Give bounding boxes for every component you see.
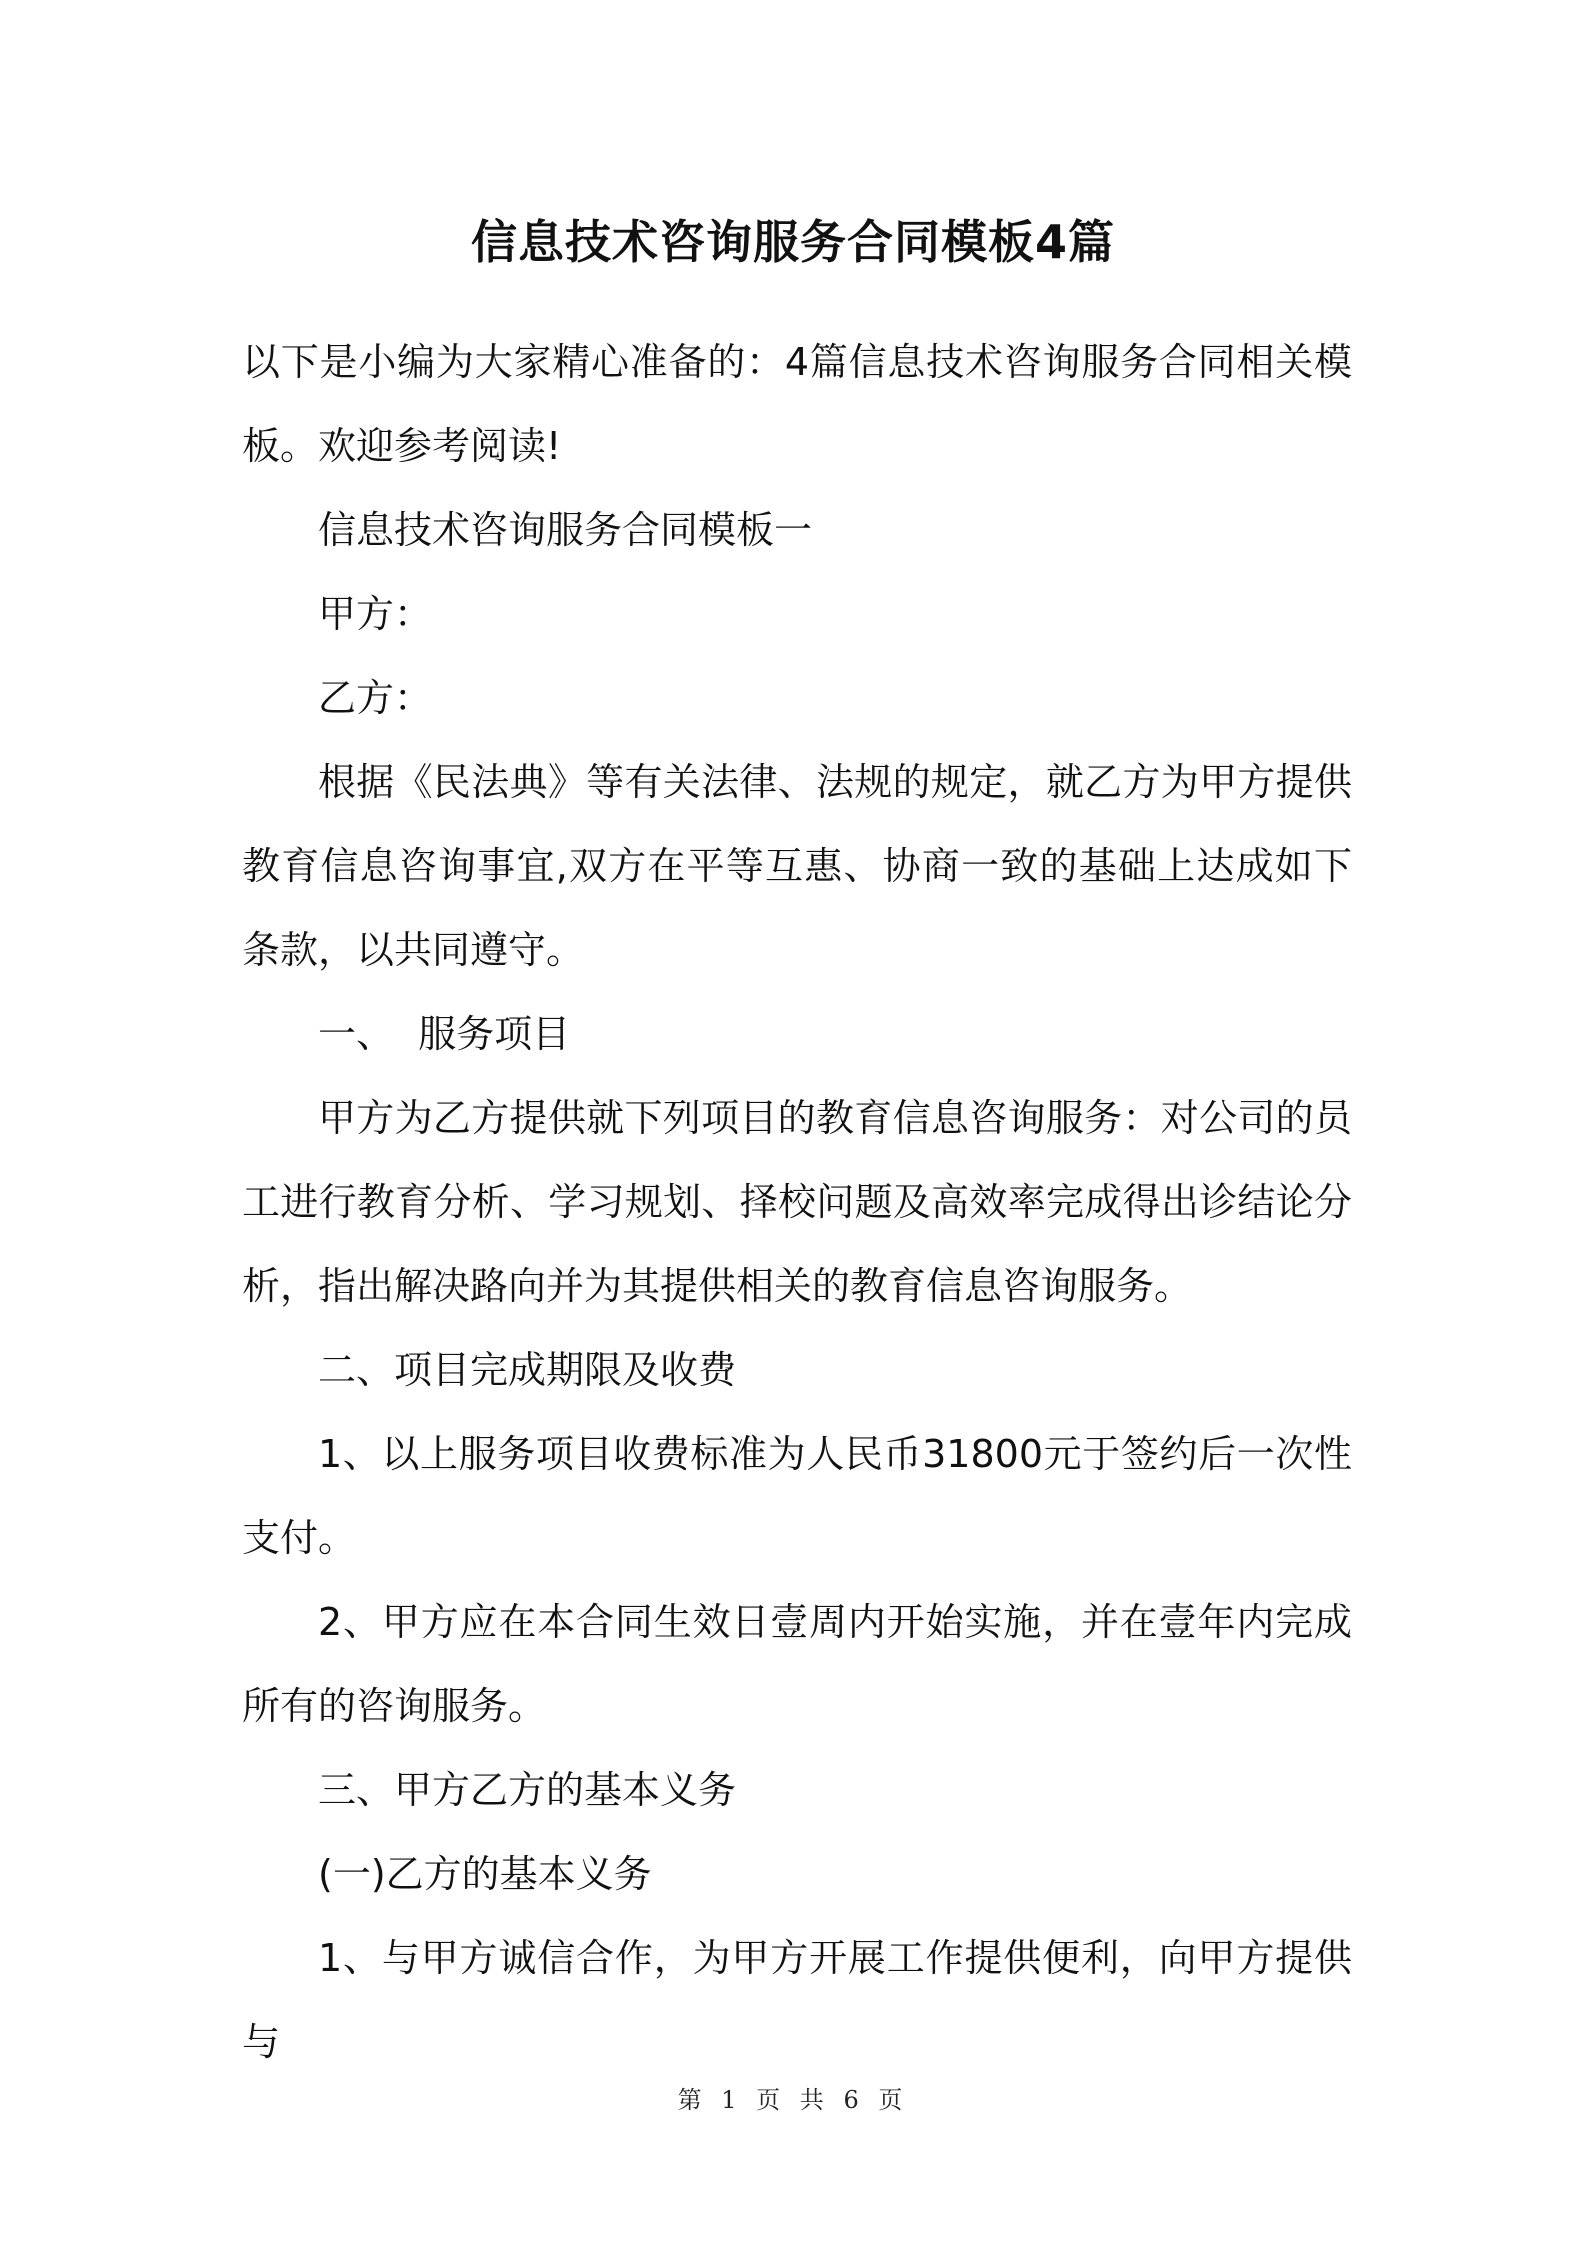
section-heading-term-and-fee: 二、项目完成期限及收费: [318, 1348, 737, 1392]
subsection-heading-party-b-obligations: (一)乙方的基本义务: [318, 1852, 652, 1896]
service-description-paragraph: 甲方为乙方提供就下列项目的教育信息咨询服务：对公司的员工进行教育分析、学习规划、择校问题及高效率完成得出诊结论分析，指出解决路向并为其提供相关的教育信息咨询服务。: [242, 1096, 1352, 1308]
document-title: 信息技术咨询服务合同模板4篇: [470, 215, 1115, 269]
template-heading: 信息技术咨询服务合同模板一: [318, 508, 813, 552]
intro-paragraph: 以下是小编为大家精心准备的：4篇信息技术咨询服务合同相关模板。欢迎参考阅读!: [242, 340, 1352, 468]
document-body: [242, 320, 1352, 2084]
page-footer: 第 1 页 共 6 页: [677, 2086, 909, 2114]
party-a-line: 甲方：: [318, 592, 433, 636]
term-clause-paragraph: 2、甲方应在本合同生效日壹周内开始实施，并在壹年内完成所有的咨询服务。: [242, 1600, 1352, 1728]
legal-basis-paragraph: 根据《民法典》等有关法律、法规的规定，就乙方为甲方提供教育信息咨询事宜,双方在平等互惠、协商一致的基础上达成如下条款，以共同遵守。: [242, 760, 1352, 972]
obligation-clause-paragraph: 1、与甲方诚信合作，为甲方开展工作提供便利，向甲方提供与: [242, 1936, 1352, 2064]
fee-clause-paragraph: 1、以上服务项目收费标准为人民币31800元于签约后一次性支付。: [242, 1432, 1352, 1560]
section-heading-obligations: 三、甲方乙方的基本义务: [318, 1768, 737, 1812]
section-heading-service-items: 一、 服务项目: [318, 1012, 571, 1056]
party-b-line: 乙方：: [318, 676, 433, 720]
